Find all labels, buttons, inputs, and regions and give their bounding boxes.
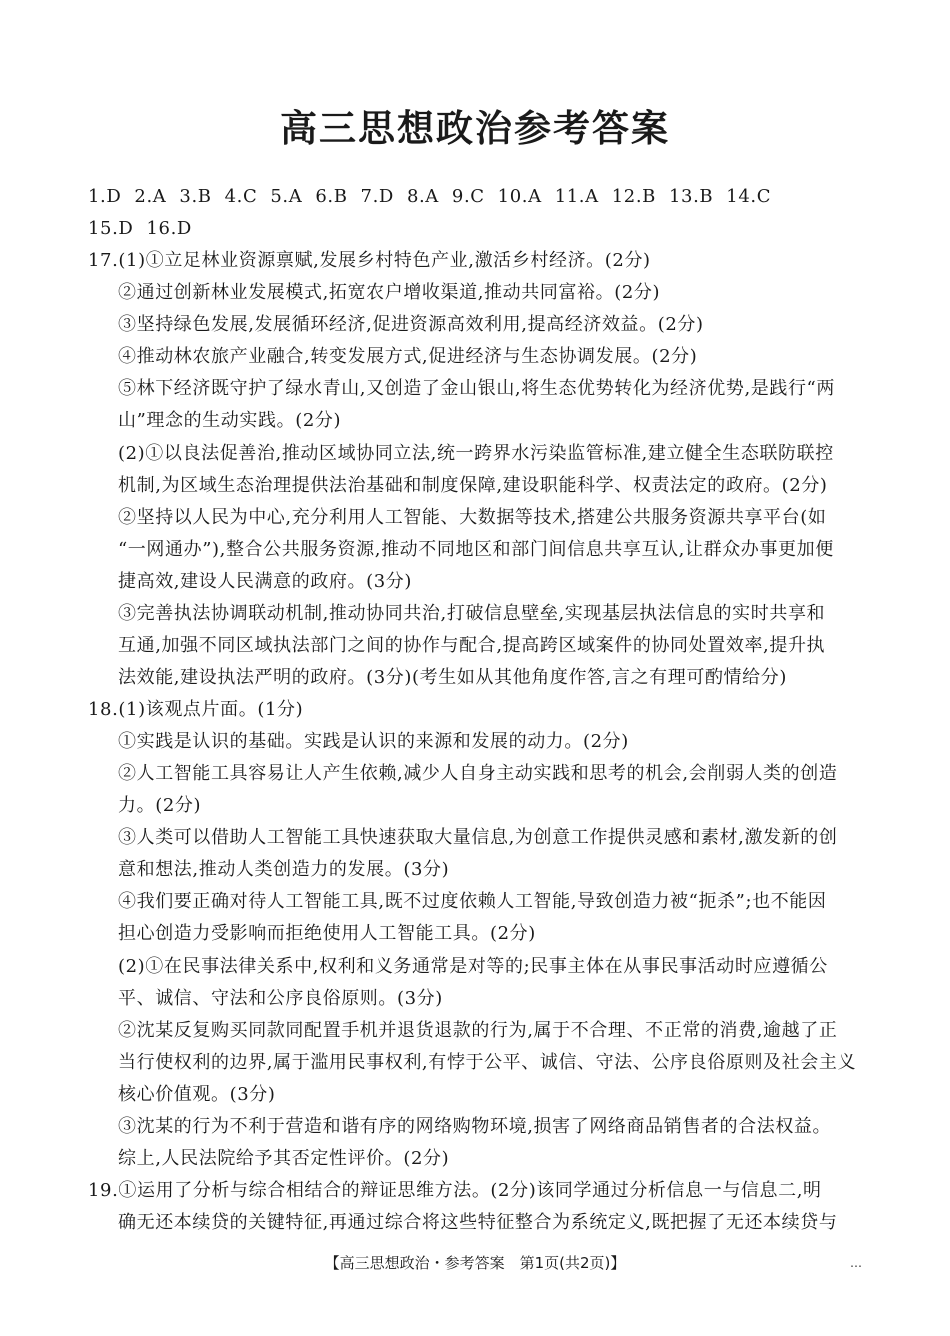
mc-answer: 14.C [726,186,772,207]
answer-line: 山”理念的生动实践。(2分) [118,410,342,431]
mc-answer: 6.B [315,186,348,207]
answer-line: ②人工智能工具容易让人产生依赖,减少人自身主动实践和思考的机会,会削弱人类的创造 [118,763,838,784]
answer-line: ③坚持绿色发展,发展循环经济,促进资源高效利用,提高经济效益。(2分) [118,314,704,335]
answer-line: (2)①在民事法律关系中,权利和义务通常是对等的;民事主体在从事民事活动时应遵循公 [118,956,828,977]
answer-line: 17.(1)①立足林业资源禀赋,发展乡村特色产业,激活乡村经济。(2分) [88,250,651,271]
answer-line: ④推动林农旅产业融合,转变发展方式,促进经济与生态协调发展。(2分) [118,346,698,367]
mc-answer: 3.B [179,186,212,207]
mc-answer: 1.D [88,186,122,207]
answer-line: “一网通办”),整合公共服务资源,推动不同地区和部门间信息共享互认,让群众办事更加便 [118,539,834,560]
mc-answer: 5.A [270,186,303,207]
answer-line: ②沈某反复购买同款同配置手机并退货退款的行为,属于不合理、不正常的消费,逾越了正 [118,1020,838,1041]
mc-answer: 8.A [406,186,439,207]
answer-line: ③沈某的行为不利于营造和谐有序的网络购物环境,损害了网络商品销售者的合法权益。 [118,1116,832,1137]
answer-line: 互通,加强不同区域执法部门之间的协作与配合,提高跨区域案件的协同处置效率,提升执 [118,635,826,656]
answer-line: 确无还本续贷的关键特征,再通过综合将这些特征整合为系统定义,既把握了无还本续贷与 [118,1212,838,1233]
answer-line: ②通过创新林业发展模式,拓宽农户增收渠道,推动共同富裕。(2分) [118,282,661,303]
mc-answer: 13.B [669,186,714,207]
corner-mark: … [850,1256,862,1270]
answer-line: ②坚持以人民为中心,充分利用人工智能、大数据等技术,搭建公共服务资源共享平台(如 [118,507,827,528]
mc-answer: 11.A [554,186,599,207]
mc-answer: 2.A [134,186,167,207]
answer-line: ③完善执法协调联动机制,推动协同共治,打破信息壁垒,实现基层执法信息的实时共享和 [118,603,826,624]
answer-line: ①实践是认识的基础。实践是认识的来源和发展的动力。(2分) [118,731,629,752]
answer-line: ③人类可以借助人工智能工具快速获取大量信息,为创意工作提供灵感和素材,激发新的创 [118,827,838,848]
mc-answer: 9.C [451,186,485,207]
answer-line: 意和想法,推动人类创造力的发展。(3分) [118,859,450,880]
mc-answers-row-2 [88,218,205,240]
answer-line: 担心创造力受影响而拒绝使用人工智能工具。(2分) [118,923,536,944]
mc-answer: 10.A [497,186,542,207]
page-footer: 【高三思想政治・参考答案 第1页(共2页)】 [324,1254,626,1272]
answer-line: 核心价值观。(3分) [118,1084,276,1105]
answer-line: 捷高效,建设人民满意的政府。(3分) [118,571,413,592]
answer-line: 18.(1)该观点片面。(1分) [88,699,304,720]
mc-answer: 4.C [224,186,258,207]
answer-line: ④我们要正确对待人工智能工具,既不过度依赖人工智能,导致创造力被“扼杀”;也不能因 [118,891,827,912]
mc-answer: 15.D [88,218,134,239]
answer-line: 力。(2分) [118,795,202,816]
answer-line: 综上,人民法院给予其否定性评价。(2分) [118,1148,450,1169]
page-title: 高三思想政治参考答案 [280,107,670,150]
answer-line: 19.①运用了分析与综合相结合的辩证思维方法。(2分)该同学通过分析信息一与信息二,明 [88,1180,822,1201]
answer-line: 机制,为区域生态治理提供法治基础和制度保障,建设职能科学、权责法定的政府。(2分) [118,475,828,496]
answer-line: ⑤林下经济既守护了绿水青山,又创造了金山银山,将生态优势转化为经济优势,是践行“两 [118,378,835,399]
answer-line: 平、诚信、守法和公序良俗原则。(3分) [118,988,443,1009]
mc-answers-row-1 [88,186,784,208]
answer-line: 当行使权利的边界,属于滥用民事权利,有悖于公平、诚信、守法、公序良俗原则及社会主义 [118,1052,857,1073]
mc-answer: 12.B [611,186,656,207]
mc-answer: 7.D [360,186,394,207]
answer-line: 法效能,建设执法严明的政府。(3分)(考生如从其他角度作答,言之有理可酌情给分) [118,667,787,688]
mc-answer: 16.D [146,218,192,239]
answer-line: (2)①以良法促善治,推动区域协同立法,统一跨界水污染监管标准,建立健全生态联防联控 [118,443,834,464]
